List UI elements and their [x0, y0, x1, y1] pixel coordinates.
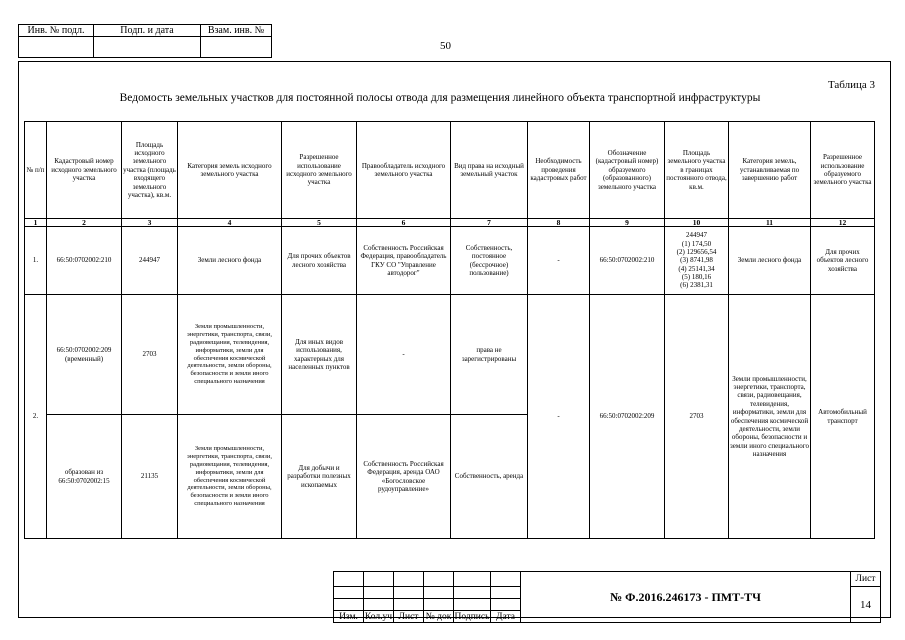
owner: - — [357, 295, 451, 415]
new-area — [665, 227, 729, 295]
column-number: 12 — [811, 219, 875, 227]
area: 2703 — [122, 295, 178, 415]
podpis-label: Подпись — [454, 611, 490, 622]
header-cell: № п/п — [25, 122, 47, 219]
document-title: Ведомость земельных участков для постоянной полосы отвода для размещения линейного объекта транспортной инфраструктуры — [119, 92, 761, 104]
column-number: 7 — [451, 219, 528, 227]
new-area: 2703 — [665, 295, 729, 539]
sheet-number: 14 — [851, 587, 881, 623]
permitted-use: Для прочих объектов лесного хозяйства — [282, 227, 357, 295]
column-number: 3 — [122, 219, 178, 227]
area: 21135 — [122, 415, 178, 539]
column-number: 5 — [282, 219, 357, 227]
land-category: Земли промышленности, энергетики, транспорта, связи, радиовещания, телевидения, информатики, земли для обеспечения космической деятельности, земли обороны, безопасности и земли иного специального назначения — [178, 295, 282, 415]
new-land-category: Земли промышленности, энергетики, транспорта, связи, радиовещания, телевидения, информатики, земли для обеспечения космической деятельности, земли обороны, безопасности и земли иного специального назначения — [729, 295, 811, 539]
cadastral-works-need: - — [528, 227, 590, 295]
new-area-line: (4) 25141,34 — [678, 264, 715, 273]
page-number: 50 — [440, 40, 451, 52]
document-code: № Ф.2016.246173 - ПМТ-ТЧ — [521, 572, 851, 623]
new-land-category: Земли лесного фонда — [729, 227, 811, 295]
column-number: 6 — [357, 219, 451, 227]
header-cell: Площадь исходного земельного участка (площадь входящего земельного участка), кв.м. — [122, 122, 178, 219]
cadastral-number: образован из 66:50:0702002:15 — [47, 415, 122, 539]
new-area-line: (1) 174,50 — [681, 239, 712, 248]
table-row — [25, 227, 875, 295]
data-label: Дата — [491, 611, 521, 623]
column-number: 1 — [25, 219, 47, 227]
right-type: Собственность, аренда — [451, 415, 528, 539]
header-cell: Необходимость проведения кадастровых работ — [528, 122, 590, 219]
list-label: Лист — [394, 611, 424, 623]
podp-data-label: Подп. и дата — [94, 25, 201, 37]
land-category: Земли промышленности, энергетики, транспорта, связи, радиовещания, телевидения, информатики, земли для обеспечения космической деятельности, земли обороны, безопасности и земли иного специального назначения — [178, 415, 282, 539]
area: 244947 — [122, 227, 178, 295]
top-stamp — [18, 24, 272, 58]
ndok-label: № док — [424, 611, 454, 623]
vzam-inv-label: Взам. инв. № — [201, 25, 272, 37]
header-cell: Разрешенное использование исходного земельного участка — [282, 122, 357, 219]
land-plots-table — [24, 121, 875, 539]
header-cell: Обозначение (кадастровый номер) образуемого (образованного) земельного участка — [590, 122, 665, 219]
column-number-row — [25, 219, 875, 227]
column-number: 2 — [47, 219, 122, 227]
new-cadastral-number: 66:50:0702002:209 — [590, 295, 665, 539]
header-cell: Кадастровый номер исходного земельного участка — [47, 122, 122, 219]
header-cell: Разрешенное использование образуемого земельного участка — [811, 122, 875, 219]
right-type: Собственность, постоянное (бессрочное) пользование) — [451, 227, 528, 295]
new-cadastral-number: 66:50:0702002:210 — [590, 227, 665, 295]
sheet-label: Лист — [851, 572, 881, 587]
header-cell: Площадь земельного участка в границах постоянного отвода, кв.м. — [665, 122, 729, 219]
row-number: 1. — [25, 227, 47, 295]
owner: Собственность Российская Федерация, правообладатель ГКУ СО "Управление автодорог" — [357, 227, 451, 295]
inv-podl-label: Инв. № подл. — [19, 25, 94, 37]
table-number: Таблица 3 — [827, 79, 875, 91]
new-area-line: (5) 180,16 — [681, 273, 712, 282]
land-category: Земли лесного фонда — [178, 227, 282, 295]
new-permitted-use: Для прочих объектов лесного хозяйства — [811, 227, 875, 295]
header-cell: Категория земель, устанавливаемая по завершению работ — [729, 122, 811, 219]
inv-podl-value — [19, 37, 94, 58]
new-area-line: (6) 2381,31 — [680, 281, 713, 290]
new-area-line: (2) 129656,54 — [676, 247, 717, 256]
header-cell: Правообладатель исходного земельного участка — [357, 122, 451, 219]
header-cell: Вид права на исходный земельный участок — [451, 122, 528, 219]
header-row — [25, 122, 875, 219]
cadastral-number: 66:50:0702002:210 — [47, 227, 122, 295]
column-number: 4 — [178, 219, 282, 227]
new-permitted-use: Автомобильный транспорт — [811, 295, 875, 539]
podp-data-value — [94, 37, 201, 58]
owner: Собственность Российская Федерация, аренда ОАО «Богословское рудоуправление» — [357, 415, 451, 539]
table-row — [25, 295, 875, 415]
kol-label: Кол.уч — [364, 611, 393, 622]
column-number: 8 — [528, 219, 590, 227]
row-number: 2. — [25, 295, 47, 539]
title-block — [333, 571, 881, 623]
header-cell: Категория земель исходного земельного участка — [178, 122, 282, 219]
permitted-use: Для добычи и разработки полезных ископаемых — [282, 415, 357, 539]
right-type: права не зарегистрированы — [451, 295, 528, 415]
cadastral-works-need: - — [528, 295, 590, 539]
cadastral-number: 66:50:0702002:209 (временный) — [47, 295, 122, 415]
permitted-use: Для иных видов использования, характерных для населенных пунктов — [282, 295, 357, 415]
new-area-line: 244947 — [686, 231, 707, 240]
column-number: 10 — [665, 219, 729, 227]
new-area-line: (3) 8741,98 — [680, 256, 713, 265]
column-number: 9 — [590, 219, 665, 227]
izm-label: Изм. — [334, 611, 364, 623]
vzam-inv-value — [201, 37, 272, 58]
column-number: 11 — [729, 219, 811, 227]
